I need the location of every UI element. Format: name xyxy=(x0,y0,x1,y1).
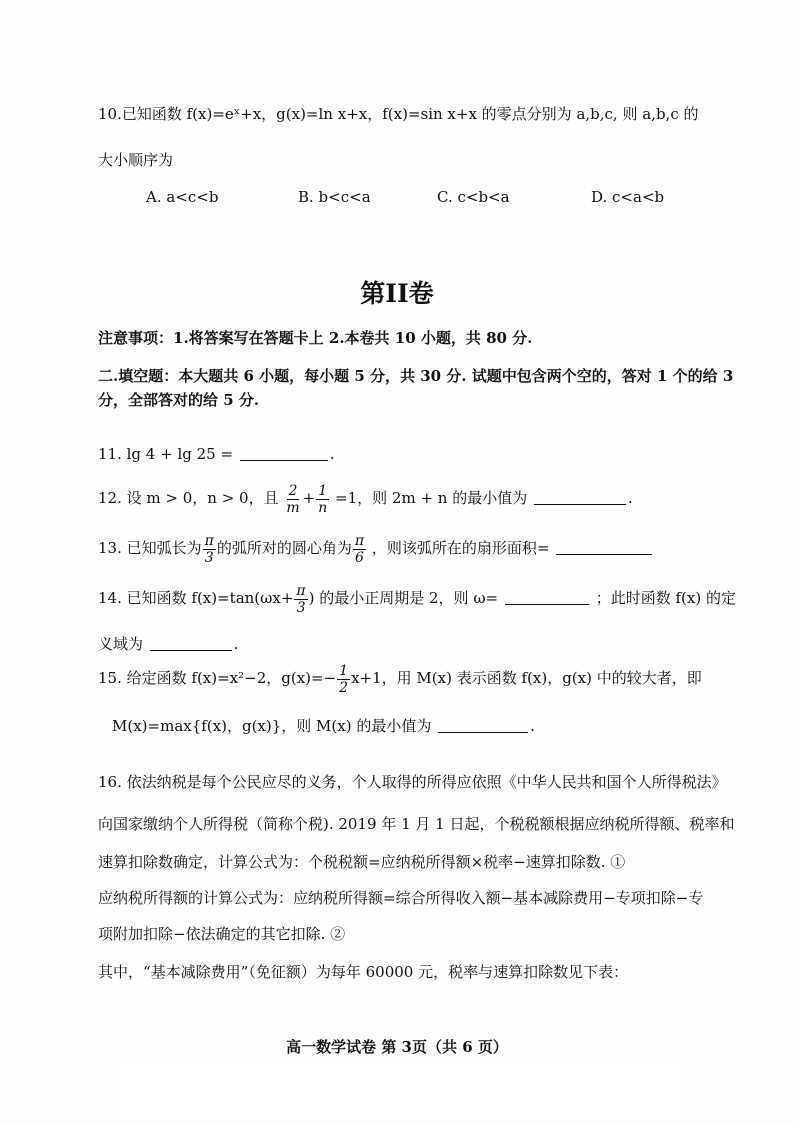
q16-line-3: 速算扣除数确定，计算公式为：个税税额=应纳税所得额×税率−速算扣除数. ① xyxy=(98,853,626,871)
q12-fraction-1 xyxy=(284,483,301,516)
q10-line1: 10.已知函数 f(x)=eˣ+x，g(x)=ln x+x，f(x)=sin x+x 的零点分别为 a,b,c, 则 a,b,c 的 xyxy=(98,105,699,123)
q12-plus: + xyxy=(302,489,316,507)
q12-frac1-denominator: m xyxy=(286,499,300,516)
section-title: 第II卷 xyxy=(360,279,434,308)
q10-option-b: B. b<c<a xyxy=(298,188,371,206)
q10-option-d: D. c<a<b xyxy=(591,188,665,206)
fill-instructions-line2: 分，全部答对的给 5 分. xyxy=(98,391,260,409)
q14-post: ；此时函数 f(x) 的定 xyxy=(595,589,736,607)
q13-frac2-numerator: π xyxy=(354,532,365,549)
q12-fraction-2 xyxy=(316,483,329,516)
q15-pre: 15. 给定函数 f(x)=x²−2，g(x)=− xyxy=(98,669,337,687)
q11-answer-blank[interactable] xyxy=(240,446,328,461)
footer-blank-strip xyxy=(120,1062,680,1122)
q14-frac-denominator: 3 xyxy=(296,599,306,616)
q14-answer-blank-2[interactable] xyxy=(150,636,232,651)
q13-answer-blank[interactable] xyxy=(556,540,652,555)
q13-pre: 13. 已知弧长为 xyxy=(98,539,202,557)
section-notice: 注意事项：1.将答案写在答题卡上 2.本卷共 10 小题，共 80 分. xyxy=(98,329,533,347)
q10-option-a: A. a<c<b xyxy=(146,188,219,206)
q16-line-6: 其中，“基本减除费用”（免征额）为每年 60000 元，税率与速算扣除数见下表： xyxy=(98,963,629,981)
q12-post: =1，则 2m + n 的最小值为 xyxy=(335,489,528,507)
q11-text: 11. lg 4 + lg 25 = xyxy=(98,445,234,463)
q10-option-c: C. c<b<a xyxy=(437,188,510,206)
q12-answer-blank[interactable] xyxy=(534,490,626,505)
q12-frac1-numerator: 2 xyxy=(288,482,298,499)
q13-frac1-denominator: 3 xyxy=(204,549,214,566)
q16-line-2: 向国家缴纳个人所得税（简称个税). 2019 年 1 月 1 日起，个税税额根据应纳税所得额、税率和 xyxy=(98,815,735,833)
q14 xyxy=(98,578,736,618)
q15-frac-numerator: 1 xyxy=(339,662,349,679)
q13-mid: 的弧所对的圆心角为 xyxy=(216,539,352,557)
q14-fraction xyxy=(294,583,307,616)
q12-frac2-numerator: 1 xyxy=(318,482,328,499)
q15-line2-text: M(x)=max{f(x)，g(x)}，则 M(x) 的最小值为 xyxy=(112,717,432,735)
q16-line-5: 项附加扣除−依法确定的其它扣除. ② xyxy=(98,925,346,943)
q13-fraction-2 xyxy=(353,533,366,566)
q13-fraction-1 xyxy=(203,533,216,566)
q14-pre: 14. 已知函数 f(x)=tan(ωx+ xyxy=(98,589,294,607)
q13-frac1-numerator: π xyxy=(204,532,214,549)
q15-fraction xyxy=(337,663,350,696)
q15-answer-blank[interactable] xyxy=(438,718,528,733)
q13-post: ，则该弧所在的扇形面积= xyxy=(371,539,550,557)
q14-line2: 义域为 . xyxy=(98,635,239,653)
q10-line2: 大小顺序为 xyxy=(98,151,174,169)
q14-line2-text: 义域为 xyxy=(98,635,144,653)
q15-frac-denominator: 2 xyxy=(339,679,349,696)
q13 xyxy=(98,528,654,568)
fill-instructions-line1: 二.填空题：本大题共 6 小题，每小题 5 分，共 30 分. 试题中包含两个空的，答对 1 个的给 3 xyxy=(98,367,734,385)
q12-pre: 12. 设 m > 0，n > 0，且 xyxy=(98,489,279,507)
q12-frac2-denominator: n xyxy=(318,499,328,516)
q11: 11. lg 4 + lg 25 = . xyxy=(98,445,335,463)
q15-line2: M(x)=max{f(x)，g(x)}，则 M(x) 的最小值为 . xyxy=(112,717,535,735)
q16-line-4: 应纳税所得额的计算公式为：应纳税所得额=综合所得收入额−基本减除费用−专项扣除−专 xyxy=(98,889,704,907)
q15-post: x+1，用 M(x) 表示函数 f(x)，g(x) 中的较大者，即 xyxy=(351,669,702,687)
q14-frac-numerator: π xyxy=(296,582,306,599)
q14-answer-blank-1[interactable] xyxy=(505,590,589,605)
q16-line-1: 16. 依法纳税是每个公民应尽的义务，个人取得的所得应依照《中华人民共和国个人所得税法》 xyxy=(98,773,727,791)
q15 xyxy=(98,658,702,698)
q13-frac2-denominator: 6 xyxy=(354,549,364,566)
page-footer: 高一数学试卷 第 3页（共 6 页） xyxy=(286,1038,508,1056)
q14-mid: ) 的最小正周期是 2，则 ω= xyxy=(308,589,499,607)
q12: 12. 设 m > 0，n > 0，且 $\frac{2}{m}$ + $\frac{1}{n}$ =1，则 2m + n 的最小值为 . xyxy=(98,482,633,516)
